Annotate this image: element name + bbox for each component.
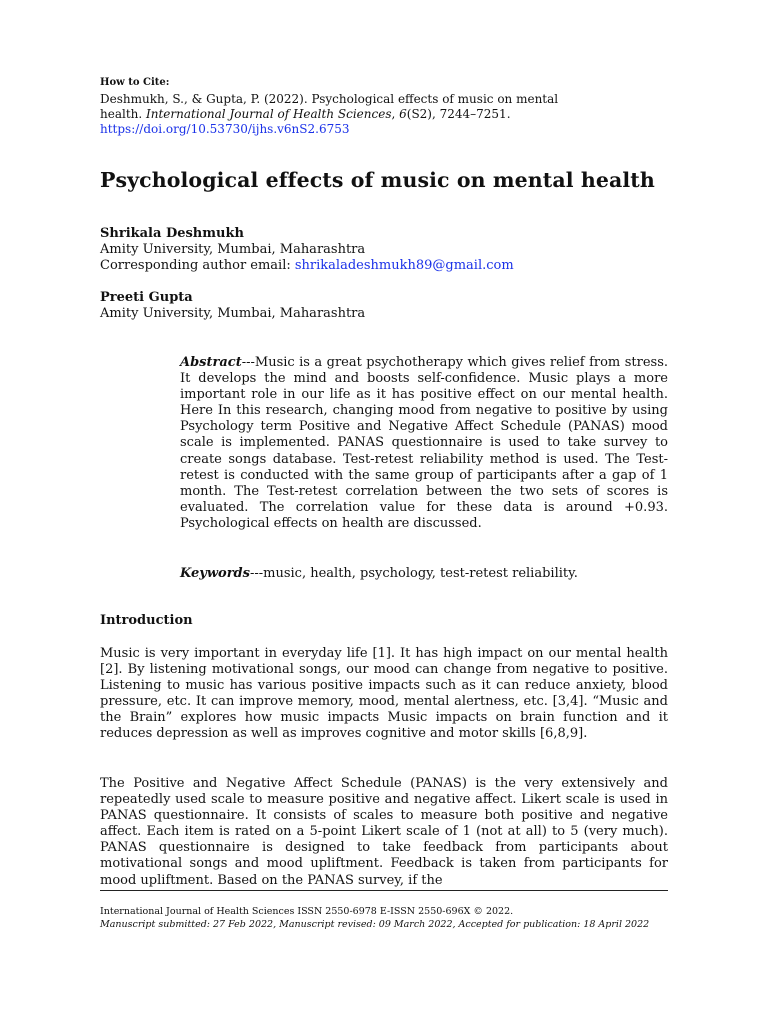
paragraph: Music is very important in everyday life [1]. It has high impact on our mental health [2]. By listening motivational songs, our mood can change from negative to positive. Listening to music has various positive impacts such as it can reduce anxiety, blood pressure, etc. It can improve memory, mood, mental alertness, etc. [3,4]. “Music and the Brain” explores how music impacts Music impacts on brain function and it reduces depression as well as improves cognitive and motor skills [6,8,9]. xyxy=(100,646,668,742)
footer-divider xyxy=(100,890,668,891)
citation-volume: 6 xyxy=(399,107,407,121)
keywords-label: Keywords xyxy=(180,566,250,581)
author-name: Shrikala Deshmukh xyxy=(100,226,244,241)
footer-journal-line: International Journal of Health Sciences ISSN 2550-6978 E-ISSN 2550-696X © 2022. xyxy=(100,906,514,917)
citation-line-2: health. International Journal of Health Sciences, 6(S2), 7244–7251. xyxy=(100,107,511,121)
section-heading-introduction: Introduction xyxy=(100,613,193,628)
abstract-label: Abstract xyxy=(180,355,242,370)
abstract xyxy=(180,355,668,532)
footer-dates-line: Manuscript submitted: 27 Feb 2022, Manuscript revised: 09 March 2022, Accepted for publication: 18 April 2022 xyxy=(100,919,650,930)
author-email-line: Corresponding author email: shrikaladeshmukh89@gmail.com xyxy=(100,258,514,273)
author-name: Preeti Gupta xyxy=(100,290,193,305)
citation-line-1: Deshmukh, S., & Gupta, P. (2022). Psychological effects of music on mental xyxy=(100,92,559,106)
citation-doi-link[interactable]: https://doi.org/10.53730/ijhs.v6nS2.6753 xyxy=(100,122,350,136)
abstract-text: ---Music is a great psychotherapy which gives relief from stress. It develops the mind and boosts self-confidence. Music plays a more important role in our life as it has positive effect on our mental health. Here In this research, changing mood from negative to positive by using Psychology term Positive and Negative Affect Schedule (PANAS) mood scale is implemented. PANAS questionnaire is used to take survey to create songs database. Test-retest reliability method is used. The Test-retest is conducted with the same group of participants after a gap of 1 month. The Test-retest correlation between the two sets of scores is evaluated. The correlation value for these data is around +0.93. Psychological effects on health are discussed. xyxy=(180,355,668,531)
article-title: Psychological effects of music on mental health xyxy=(100,168,655,192)
author-affiliation: Amity University, Mumbai, Maharashtra xyxy=(100,242,366,257)
author-affiliation: Amity University, Mumbai, Maharashtra xyxy=(100,306,366,321)
keywords xyxy=(180,566,668,582)
author-block-1 xyxy=(100,226,514,274)
paragraph: The Positive and Negative Affect Schedule (PANAS) is the very extensively and repeatedly used scale to measure positive and negative affect. Likert scale is used in PANAS questionnaire. It consists of scales to measure both positive and negative affect. Each item is rated on a 5-point Likert scale of 1 (not at all) to 5 (very much). PANAS questionnaire is designed to take feedback from participants about motivational songs and mood upliftment. Feedback is taken from participants for mood upliftment. Based on the PANAS survey, if the xyxy=(100,776,668,888)
citation-issue-pages: (S2), 7244–7251. xyxy=(406,107,511,121)
author-block-2 xyxy=(100,290,365,322)
author-email-link[interactable]: shrikaladeshmukh89@gmail.com xyxy=(294,258,514,273)
keywords-text: ---music, health, psychology, test-retest reliability. xyxy=(249,566,578,581)
how-to-cite-label: How to Cite: xyxy=(100,77,170,88)
citation-journal: International Journal of Health Sciences xyxy=(146,107,392,121)
